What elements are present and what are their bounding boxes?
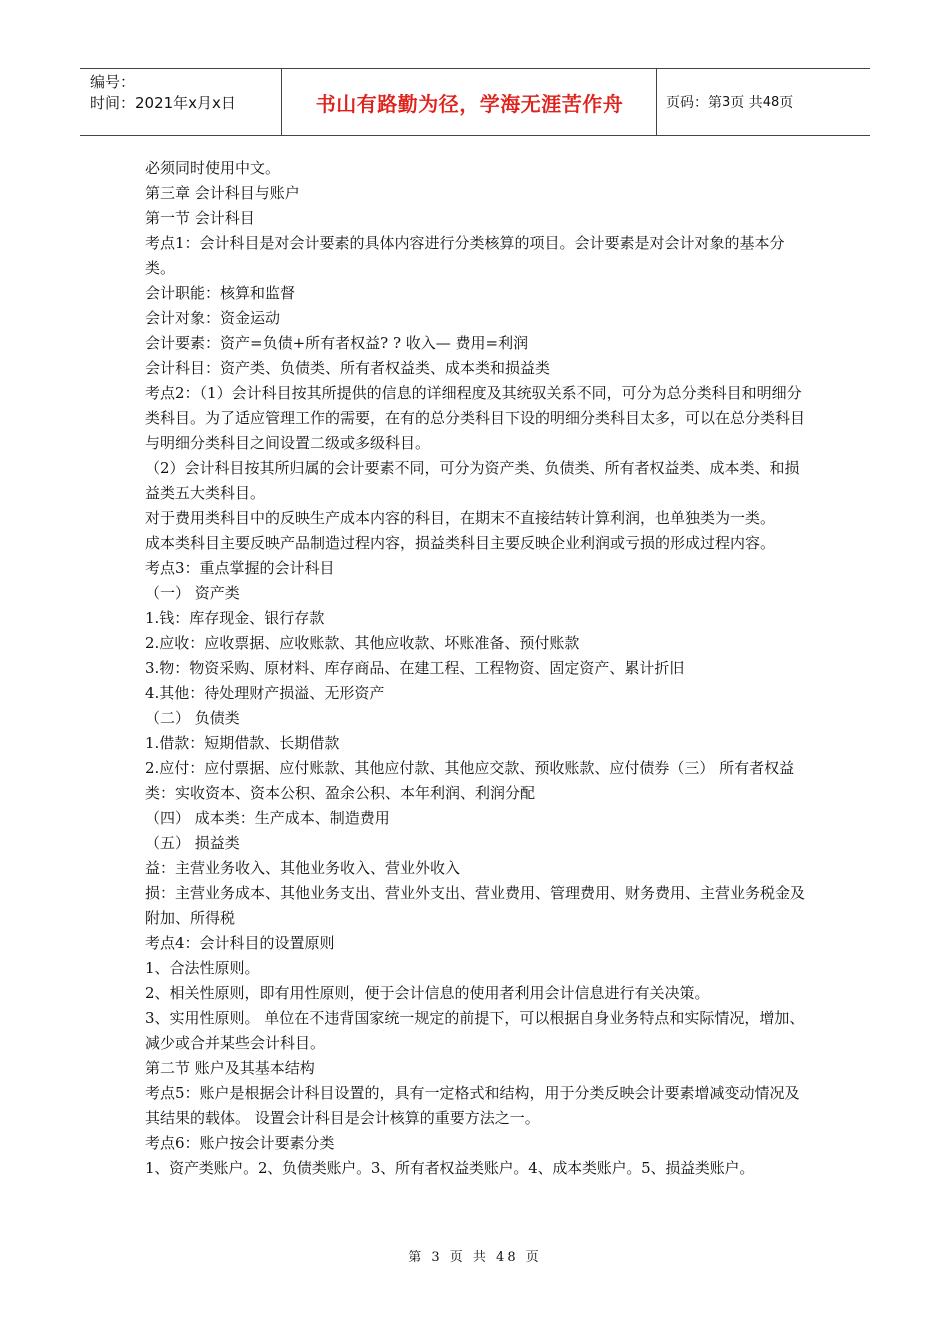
number-label: 编号： xyxy=(90,73,136,91)
header-page-cell xyxy=(666,69,870,135)
body-line: 1、资产类账户。2、负债类账户。3、所有者权益类账户。4、成本类账户。5、损益类账户。 xyxy=(145,1159,755,1177)
section-heading: 第二节 账户及其基本结构 xyxy=(145,1059,315,1077)
chapter-heading: 第三章 会计科目与账户 xyxy=(145,184,300,202)
page-label: 页码：第 xyxy=(666,95,722,111)
section-heading: 第一节 会计科目 xyxy=(145,209,255,227)
body-line: （二） 负债类 xyxy=(145,709,240,727)
body-line: 考点6：账户按会计要素分类 xyxy=(145,1134,335,1152)
body-line: 2.应收：应收票据、应收账款、其他应收款、坏账准备、预付账款 xyxy=(145,634,580,652)
body-line: 1、合法性原则。 xyxy=(145,959,260,977)
body-paragraph: 3、实用性原则。 单位在不违背国家统一规定的前提下，可以根据自身业务特点和实际情况，增加、减少或合并某些会计科目。 xyxy=(145,1009,805,1052)
header-motto-cell xyxy=(283,69,657,135)
page-footer: 第 3 页 共 48 页 xyxy=(408,1250,542,1265)
body-line: （一） 资产类 xyxy=(145,584,240,602)
body-line: 考点3：重点掌握的会计科目 xyxy=(145,559,335,577)
page-mid: 页 共 xyxy=(730,95,763,111)
page-current: 3 xyxy=(722,94,731,110)
body-line: （五） 损益类 xyxy=(145,834,240,852)
body-line: 会计职能：核算和监督 xyxy=(145,284,296,302)
body-line: 益：主营业务收入、其他业务收入、营业外收入 xyxy=(145,859,461,877)
page-suffix: 页 xyxy=(779,95,794,111)
body-paragraph: 对于费用类科目中的反映生产成本内容的科目，在期末不直接结转计算利润，也单独类为一类。 xyxy=(145,509,776,527)
body-paragraph: 2.应付：应付票据、应付账款、其他应付款、其他应交款、预收账款、应付债券（三） 所有者权益类：实收资本、资本公积、盈余公积、本年利润、利润分配 xyxy=(145,759,795,802)
date-line: 时间：2021年x月x日 xyxy=(90,94,236,112)
body-line: 考点4：会计科目的设置原则 xyxy=(145,934,335,952)
body-line: 1.钱：库存现金、银行存款 xyxy=(145,609,325,627)
body-paragraph: （2）会计科目按其所归属的会计要素不同，可分为资产类、负债类、所有者权益类、成本类、和损益类五大类科目。 xyxy=(145,459,800,502)
body-paragraph: 考点5：账户是根据会计科目设置的，具有一定格式和结构，用于分类反映会计要素增减变动情况及其结果的载体。 设置会计科目是会计核算的重要方法之一。 xyxy=(145,1084,800,1127)
body-paragraph: 成本类科目主要反映产品制造过程内容，损益类科目主要反映企业利润或亏损的形成过程内容。 xyxy=(145,534,776,552)
body-line: 会计对象：资金运动 xyxy=(145,309,281,327)
body-paragraph: 损：主营业务成本、其他业务支出、营业外支出、营业费用、管理费用、财务费用、主营业务税金及附加、所得税 xyxy=(145,884,806,927)
body-line: 1.借款：短期借款、长期借款 xyxy=(145,734,340,752)
page-header xyxy=(80,68,870,136)
header-info-cell xyxy=(80,69,282,135)
body-line: 会计科目：资产类、负债类、所有者权益类、成本类和损益类 xyxy=(145,359,551,377)
body-line: 必须同时使用中文。 xyxy=(145,159,281,177)
body-line: 会计要素：资产=负债+所有者权益? ? 收入— 费用=利润 xyxy=(145,334,529,352)
document-body xyxy=(145,156,813,1181)
motto-text: 书山有路勤为径，学海无涯苦作舟 xyxy=(315,91,624,116)
body-line: 2、相关性原则，即有用性原则，便于会计信息的使用者利用会计信息进行有关决策。 xyxy=(145,984,710,1002)
body-line: （四） 成本类：生产成本、制造费用 xyxy=(145,809,390,827)
body-line: 4.其他：待处理财产损溢、无形资产 xyxy=(145,684,385,702)
body-paragraph: 考点2：（1）会计科目按其所提供的信息的详细程度及其统驭关系不同，可分为总分类科目和明细分类科目。为了适应管理工作的需要，在有的总分类科目下设的明细分类科目太多，可以在总分类科目与明细分类科目之间设置二级或多级科目。 xyxy=(145,384,806,452)
body-paragraph: 考点1：会计科目是对会计要素的具体内容进行分类核算的项目。会计要素是对会计对象的基本分类。 xyxy=(145,234,785,277)
body-line: 3.物：物资采购、原材料、库存商品、在建工程、工程物资、固定资产、累计折旧 xyxy=(145,659,685,677)
page-total: 48 xyxy=(762,94,780,110)
